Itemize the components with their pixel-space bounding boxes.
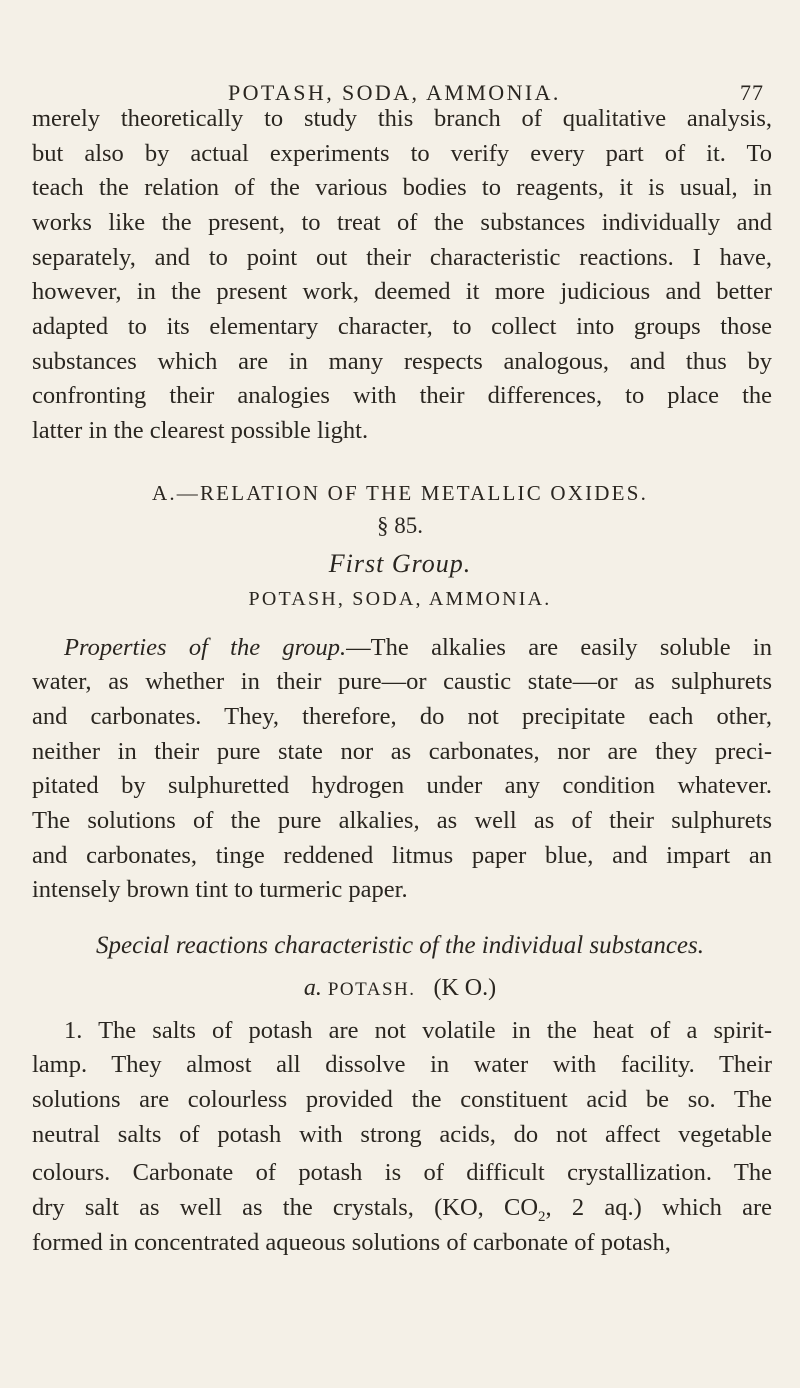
- text-line: however, in the present work, deemed it more judicious and better: [32, 278, 772, 305]
- properties-lead-in: Properties of the group.: [64, 634, 347, 661]
- text-line: separately, and to point out their characteristic reactions. I have,: [32, 244, 772, 271]
- text-line: latter in the clearest possible light.: [32, 417, 369, 444]
- formula-line-after: , 2 aq.) which are: [545, 1194, 772, 1221]
- text-line: neither in their pure state nor as carbonates, nor are they preci-: [32, 738, 772, 765]
- page-number: 77: [740, 80, 764, 105]
- text-line: but also by actual experiments to verify every part of it. To: [32, 140, 772, 167]
- properties-first-line: —The alkalies are easily soluble in: [346, 634, 772, 661]
- text-line: solutions are colourless provided the constituent acid be so. The: [32, 1086, 772, 1113]
- text-line: and carbonates, tinge reddened litmus paper blue, and impart an: [32, 842, 772, 869]
- text-line: formed in concentrated aqueous solutions of carbonate of potash,: [32, 1229, 671, 1256]
- special-reactions-heading: Special reactions characteristic of the individual substances.: [96, 932, 704, 959]
- text-line: pitated by sulphuretted hydrogen under any condition whatever.: [32, 772, 772, 799]
- potash-name: POTASH.: [327, 979, 416, 1000]
- text-line: The solutions of the pure alkalies, as well as of their sulphurets: [32, 807, 772, 834]
- text-line: neutral salts of potash with strong acids, do not affect vegetable: [32, 1121, 772, 1148]
- text-line: intensely brown tint to turmeric paper.: [32, 876, 408, 903]
- formula-line-before: dry salt as well as the crystals, (KO, CO: [32, 1194, 539, 1221]
- text-line: substances which are in many respects analogous, and thus by: [32, 348, 772, 375]
- text-line: adapted to its elementary character, to collect into groups those: [32, 313, 772, 340]
- section-heading: A.—RELATION OF THE METALLIC OXIDES.: [151, 481, 649, 505]
- text-line: and carbonates. They, therefore, do not precipitate each other,: [32, 703, 772, 730]
- group-title: First Group.: [328, 549, 472, 578]
- formula-subscript: 2: [538, 1208, 546, 1225]
- potash-formula: (K O.): [433, 975, 497, 1001]
- text-line: lamp. They almost all dissolve in water with facility. Their: [32, 1051, 772, 1078]
- text-line: [32, 1193, 772, 1223]
- text-line: colours. Carbonate of potash is of difficult crystallization. The: [32, 1159, 772, 1186]
- text-line: teach the relation of the various bodies to reagents, it is usual, in: [32, 174, 772, 201]
- text-line: [64, 633, 772, 663]
- text-line: confronting their analogies with their differences, to place the: [32, 382, 772, 409]
- potash-letter: a.: [303, 975, 322, 1001]
- text-line: water, as whether in their pure—or caustic state—or as sulphurets: [32, 668, 772, 695]
- potash-heading: [0, 975, 800, 1002]
- group-subtitle: POTASH, SODA, AMMONIA.: [248, 588, 552, 610]
- text-line: works like the present, to treat of the substances individually and: [32, 209, 772, 236]
- running-title: POTASH, SODA, AMMONIA.: [228, 80, 561, 105]
- text-line: merely theoretically to study this branch of qualitative analysis,: [32, 105, 772, 132]
- section-number: § 85.: [377, 513, 423, 538]
- text-line: 1. The salts of potash are not volatile in the heat of a spirit-: [64, 1017, 772, 1044]
